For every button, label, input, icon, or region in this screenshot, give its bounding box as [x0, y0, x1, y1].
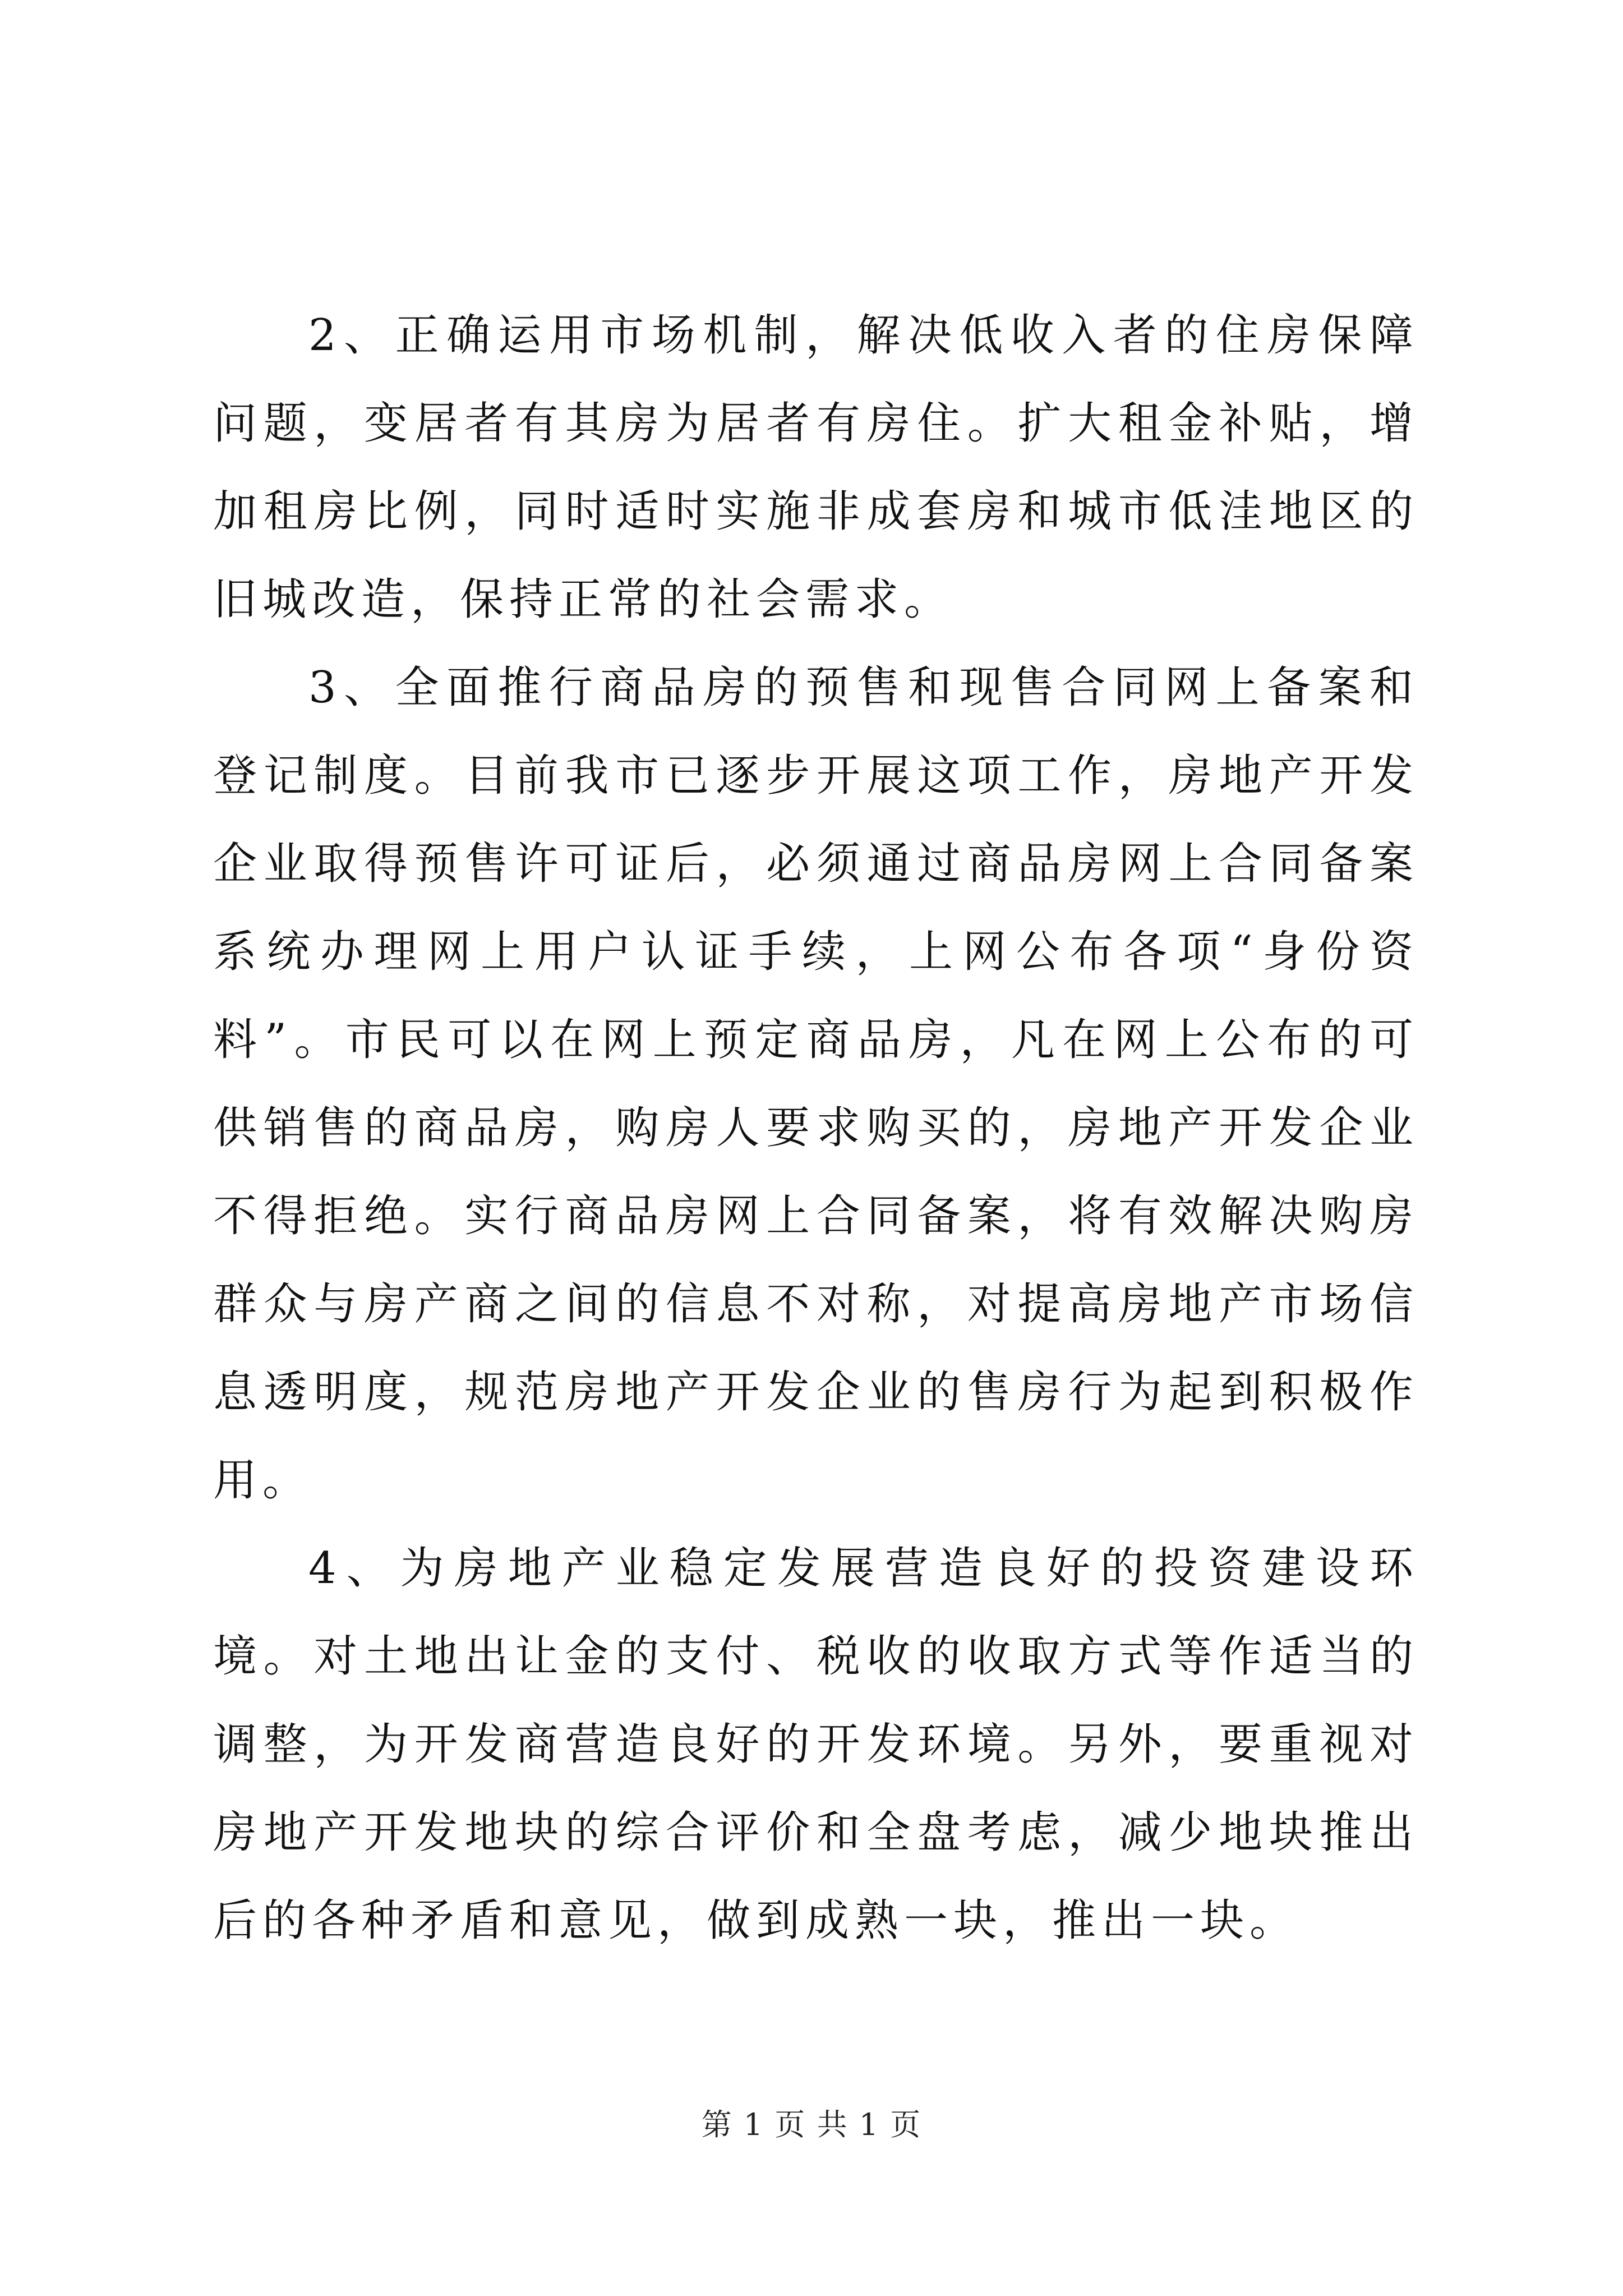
paragraph-4-investment-environment: 4、为房地产业稳定发展营造良好的投资建设环境。对土地出让金的支付、税收的收取方式等作适当的调整，为开发商营造良好的开发环境。另外，要重视对房地产开发地块的综合评价和全盘考虑，减少地块推出后的各种矛盾和意见，做到成熟一块，推出一块。 — [213, 1543, 1419, 1946]
document-body — [213, 292, 1419, 1965]
page-number-footer: 第 1 页 共 1 页 — [701, 2107, 922, 2142]
paragraph-3-online-contract-filing: 3、全面推行商品房的预售和现售合同网上备案和登记制度。目前我市已逐步开展这项工作，房地产开发企业取得预售许可证后，必须通过商品房网上合同备案系统办理网上用户认证手续，上网公布各项“身份资料”。市民可以在网上预定商品房，凡在网上公布的可供销售的商品房，购房人要求购买的，房地产开发企业不得拒绝。实行商品房网上合同备案，将有效解决购房群众与房产商之间的信息不对称，对提高房地产市场信息透明度，规范房地产开发企业的售房行为起到积极作用。 — [213, 662, 1419, 1506]
paragraph-2-housing-security: 2、正确运用市场机制，解决低收入者的住房保障问题，变居者有其房为居者有房住。扩大租金补贴，增加租房比例，同时适时实施非成套房和城市低洼地区的旧城改造，保持正常的社会需求。 — [213, 310, 1419, 625]
